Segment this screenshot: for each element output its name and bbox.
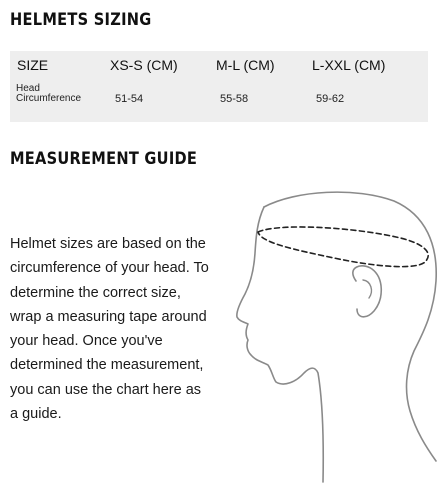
row-label-line-2: Circumference [16, 93, 82, 104]
l-xxl-value: 59-62 [316, 93, 345, 105]
l-xxl-column-header: L-XXL (CM) [312, 57, 386, 73]
measurement-guide-text: Helmet sizes are based on the circumference of your head. To determine the correct size, wrap a measuring tape around your head. Once you've determined the measurement, you can use the chart here as a guide. [10, 236, 209, 423]
ear-outline [353, 266, 381, 317]
xs-s-value: 51-54 [115, 93, 144, 105]
size-table [10, 51, 428, 122]
face-profile-outline [237, 207, 323, 482]
ear-inner-outline [363, 280, 371, 298]
size-column-header: SIZE [17, 57, 49, 73]
m-l-column-header: M-L (CM) [216, 57, 275, 73]
xs-s-column-header: XS-S (CM) [110, 57, 178, 73]
row-label-line-1: Head [16, 83, 40, 94]
head-outline [264, 192, 436, 461]
measuring-tape-line [258, 227, 428, 267]
measurement-guide-title: MEASUREMENT GUIDE [10, 149, 198, 169]
m-l-value: 55-58 [220, 93, 249, 105]
helmets-sizing-title: HELMETS SIZING [10, 10, 152, 30]
head-profile-illustration [226, 185, 444, 484]
head-circumference-label [16, 84, 81, 104]
